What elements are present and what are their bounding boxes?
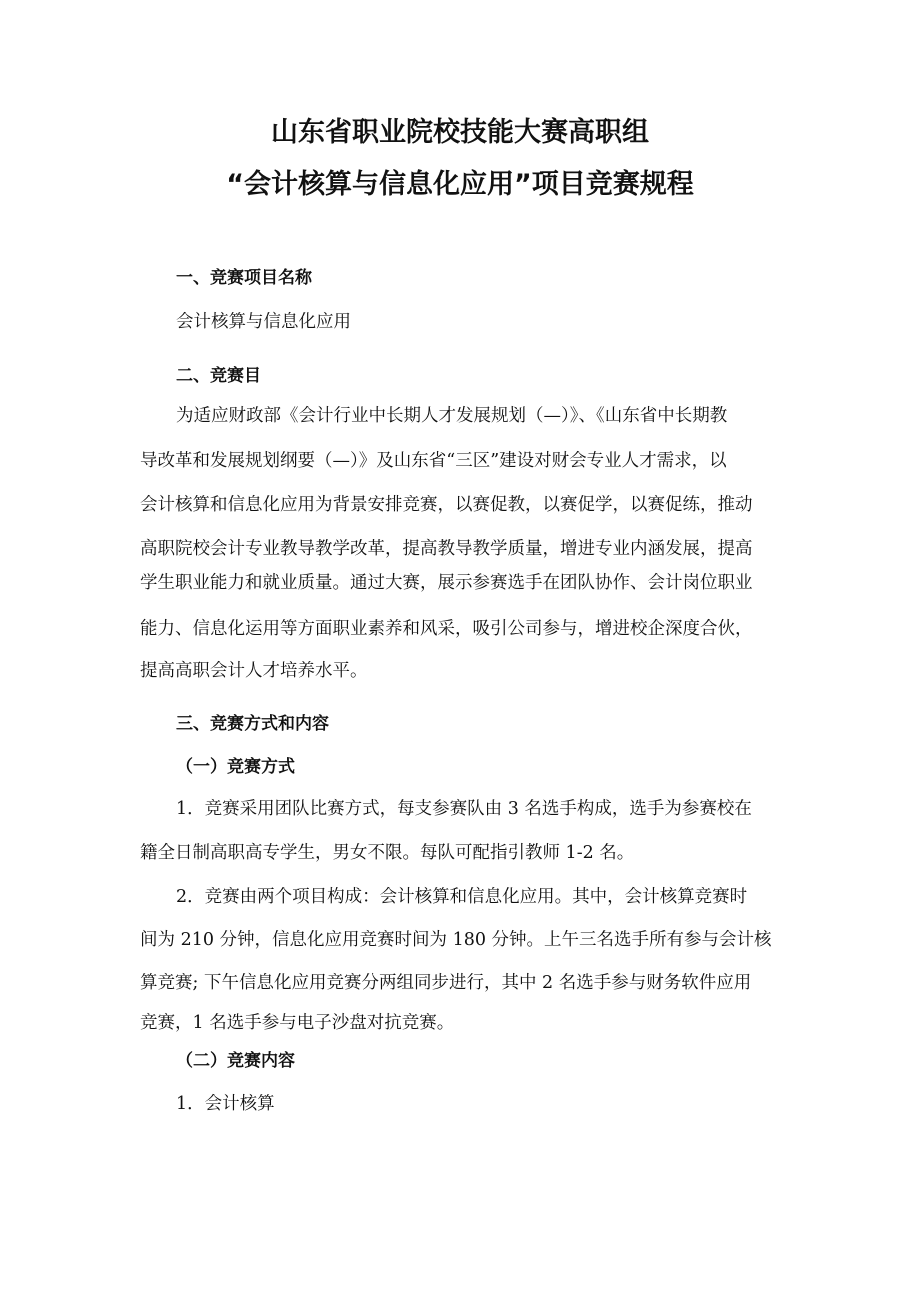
- paragraph-line: 导改革和发展规划纲要（—）》及山东省“三区”建设对财会专业人才需求，以: [140, 451, 727, 471]
- paragraph-line: 学生职业能力和就业质量。通过大赛，展示参赛选手在团队协作、会计岗位职业: [140, 573, 753, 593]
- paragraph-line: 能力、信息化运用等方面职业素养和风采，吸引公司参与，增进校企深度合伙，: [140, 619, 753, 639]
- paragraph-line: 籍全日制高职高专学生，男女不限。每队可配指引教师 1-2 名。: [140, 843, 635, 863]
- paragraph-line: 间为 210 分钟，信息化应用竞赛时间为 180 分钟。上午三名选手所有参与会计核: [140, 930, 772, 950]
- section-3-heading: 三、竞赛方式和内容: [176, 714, 329, 734]
- section-2-heading: 二、竞赛目: [176, 366, 261, 386]
- section-1-heading: 一、竞赛项目名称: [176, 268, 312, 288]
- paragraph-line: 算竞赛; 下午信息化应用竞赛分两组同步进行，其中 2 名选手参与财务软件应用: [140, 973, 752, 993]
- section-1-body: 会计核算与信息化应用: [176, 312, 351, 332]
- paragraph-line: 提高高职会计人才培养水平。: [140, 661, 368, 681]
- subsection-2-heading: （二）竞赛内容: [176, 1051, 295, 1071]
- paragraph-line: 会计核算和信息化应用为背景安排竞赛，以赛促教，以赛促学，以赛促练，推动: [140, 495, 753, 515]
- paragraph-line: 高职院校会计专业教导教学改革，提高教导教学质量，增进专业内涵发展，提高: [140, 539, 753, 559]
- paragraph-line: 竞赛，1 名选手参与电子沙盘对抗竞赛。: [140, 1013, 455, 1033]
- document-title-line-2: “会计核算与信息化应用”项目竞赛规程: [226, 169, 694, 200]
- paragraph-line: 1．会计核算: [176, 1094, 275, 1114]
- subsection-1-heading: （一）竞赛方式: [176, 757, 295, 777]
- document-title-line-1: 山东省职业院校技能大赛高职组: [271, 117, 649, 148]
- paragraph-line: 1．竞赛采用团队比赛方式，每支参赛队由 3 名选手构成，选手为参赛校在: [176, 799, 752, 819]
- paragraph-line: 为适应财政部《会计行业中长期人才发展规划（—）》、《山东省中长期教: [176, 406, 728, 426]
- paragraph-line: 2．竞赛由两个项目构成：会计核算和信息化应用。其中，会计核算竞赛时: [176, 887, 748, 907]
